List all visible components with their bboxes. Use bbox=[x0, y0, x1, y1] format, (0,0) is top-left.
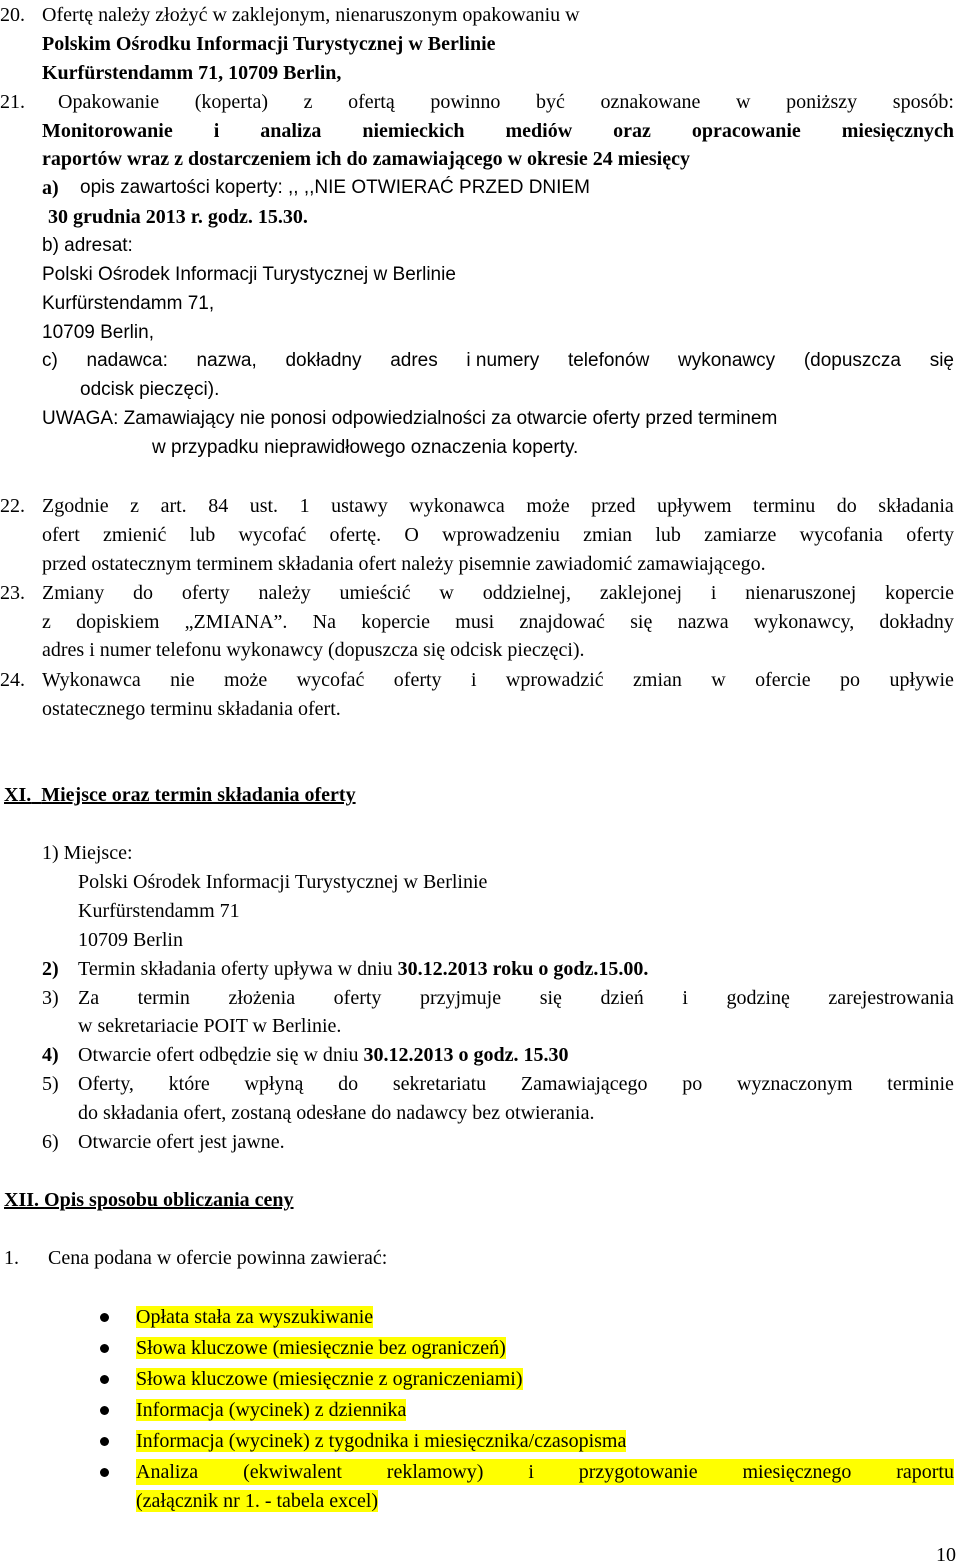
word: oferty bbox=[393, 669, 442, 691]
word: zmian bbox=[583, 524, 633, 546]
word: kopercie bbox=[361, 611, 431, 633]
section-11-p2-date: 30.12.2013 roku o godz.15.00. bbox=[397, 958, 649, 980]
bullet-item-5: Informacja (wycinek) z tygodnika i miesięcznika/czasopisma bbox=[136, 1430, 627, 1452]
word: c) bbox=[42, 350, 58, 371]
item-23-number: 23. bbox=[0, 582, 25, 604]
item-23-line3: adres i numer telefonu wykonawcy (dopuszcza się odcisk pieczęci). bbox=[42, 639, 585, 661]
section-11-p5-number: 5) bbox=[42, 1073, 59, 1095]
bullet-icon bbox=[100, 1406, 109, 1415]
word: które bbox=[168, 1073, 210, 1095]
word: powinno bbox=[430, 91, 501, 113]
section-12-p1-text: Cena podana w ofercie powinna zawierać: bbox=[48, 1247, 388, 1269]
word: Oferty, bbox=[78, 1073, 134, 1095]
word: może bbox=[223, 669, 268, 691]
word: w bbox=[711, 669, 726, 691]
word: i bbox=[213, 120, 220, 142]
section-11-p2 bbox=[78, 956, 648, 982]
word: (koperta) bbox=[194, 91, 268, 113]
word: i numery bbox=[466, 350, 540, 371]
word: zarejestrowania bbox=[828, 987, 954, 1009]
word: Zamawiającego bbox=[520, 1073, 648, 1095]
word: przygotowanie bbox=[578, 1461, 698, 1483]
section-11-p6-text: Otwarcie ofert jest jawne. bbox=[78, 1131, 285, 1153]
word: oznakowane bbox=[600, 91, 701, 113]
word: miesięcznych bbox=[841, 120, 954, 142]
word: i bbox=[528, 1461, 534, 1483]
section-11-p5-line2: do składania ofert, zostaną odesłane do nadawcy bez otwierania. bbox=[78, 1102, 595, 1124]
word: art. bbox=[160, 495, 187, 517]
word: dzień bbox=[600, 987, 644, 1009]
section-11-heading bbox=[4, 782, 356, 808]
word: w bbox=[439, 582, 454, 604]
bullet-item-1: Opłata stała za wyszukiwanie bbox=[136, 1306, 374, 1328]
word: nazwa, bbox=[196, 350, 257, 371]
word: się bbox=[929, 350, 954, 371]
word: upływie bbox=[889, 669, 954, 691]
section-11-p4-date: 30.12.2013 o godz. 15.30 bbox=[363, 1044, 569, 1066]
word: do bbox=[338, 1073, 359, 1095]
word: ofertę. bbox=[329, 524, 382, 546]
bullet-icon bbox=[100, 1468, 109, 1477]
section-11-p4-number: 4) bbox=[42, 1044, 59, 1066]
item-21-line2 bbox=[42, 118, 954, 144]
section-11-p2-text: Termin składania oferty upływa w dniu bbox=[78, 958, 393, 980]
word: z bbox=[130, 495, 140, 517]
word: dokładny bbox=[285, 350, 362, 371]
word: zmian bbox=[633, 669, 682, 691]
word: raportu bbox=[896, 1461, 954, 1483]
word: wpłyną bbox=[244, 1073, 304, 1095]
item-24-line2: ostatecznego terminu składania ofert. bbox=[42, 698, 341, 720]
word: terminu bbox=[753, 495, 816, 517]
word: miesięcznego bbox=[742, 1461, 852, 1483]
word: oraz bbox=[613, 120, 651, 142]
section-11-p1-line2: Kurfürstendamm 71 bbox=[78, 900, 240, 922]
item-22-number: 22. bbox=[0, 495, 25, 517]
word: złożenia bbox=[228, 987, 296, 1009]
word: Na bbox=[312, 611, 336, 633]
bullet-item-3: Słowa kluczowe (miesięcznie z ograniczeniami) bbox=[136, 1368, 523, 1390]
word: 1 bbox=[299, 495, 310, 517]
item-22-line3: przed ostatecznym terminem składania ofert należy pisemnie zawiadomić zamawiającego. bbox=[42, 553, 766, 575]
bullet-item-4: Informacja (wycinek) z dziennika bbox=[136, 1399, 407, 1421]
bullet-icon bbox=[100, 1313, 109, 1322]
word: być bbox=[535, 91, 565, 113]
word: i bbox=[682, 987, 688, 1009]
word: w bbox=[736, 91, 751, 113]
word: niemieckich bbox=[362, 120, 465, 142]
item-20-line1: Ofertę należy złożyć w zaklejonym, nienaruszonym opakowaniu w bbox=[42, 4, 580, 26]
item-21-b-label: b) adresat: bbox=[42, 235, 133, 256]
word: Analiza bbox=[136, 1461, 199, 1483]
item-23-line2 bbox=[42, 609, 954, 635]
word: ust. bbox=[249, 495, 279, 517]
section-11-p6-number: 6) bbox=[42, 1131, 59, 1153]
word: i bbox=[470, 669, 477, 691]
word: znajdować bbox=[519, 611, 605, 633]
word: 84 bbox=[208, 495, 229, 517]
word: wyznaczonym bbox=[737, 1073, 853, 1095]
section-11-p3-number: 3) bbox=[42, 987, 59, 1009]
word: Zmiany bbox=[42, 582, 105, 604]
item-21-c-line2: odcisk pieczęci). bbox=[80, 379, 220, 400]
word: opracowanie bbox=[691, 120, 801, 142]
section-11-title: Miejsce oraz termin składania oferty bbox=[41, 784, 356, 806]
word: dokładny bbox=[879, 611, 954, 633]
item-22-line2 bbox=[42, 522, 954, 548]
word: oferty bbox=[333, 987, 382, 1009]
section-11-p2-number: 2) bbox=[42, 958, 59, 980]
item-21-number: 21. bbox=[0, 91, 25, 113]
item-21-line3: raportów wraz z dostarczeniem ich do zamawiającego w okresie 24 miesięcy bbox=[42, 148, 690, 170]
item-21-a-label: a) bbox=[42, 177, 59, 199]
word: przyjmuje bbox=[420, 987, 502, 1009]
word: może bbox=[526, 495, 570, 517]
word: zmienić bbox=[103, 524, 167, 546]
word: Zgodnie bbox=[42, 495, 109, 517]
word: się bbox=[539, 987, 562, 1009]
section-11-p1-line1: Polski Ośrodek Informacji Turystycznej w Berlinie bbox=[78, 871, 488, 893]
section-11-p3-line1 bbox=[78, 985, 954, 1011]
word: nie bbox=[170, 669, 195, 691]
bullet-item-6-line2: (załącznik nr 1. - tabela excel) bbox=[136, 1490, 379, 1512]
item-21-b-line3: 10709 Berlin, bbox=[42, 322, 154, 343]
item-20-line3: Kurfürstendamm 71, 10709 Berlin, bbox=[42, 62, 342, 84]
word: nadawca: bbox=[86, 350, 168, 371]
word: się bbox=[630, 611, 653, 633]
bullet-icon bbox=[100, 1437, 109, 1446]
word: z bbox=[42, 611, 51, 633]
word: mediów bbox=[505, 120, 573, 142]
word: i bbox=[710, 582, 717, 604]
word: terminie bbox=[887, 1073, 954, 1095]
item-23-line1 bbox=[42, 580, 954, 606]
item-21-b-line1: Polski Ośrodek Informacji Turystycznej w Berlinie bbox=[42, 264, 456, 285]
item-21-uwaga-line2: w przypadku nieprawidłowego oznaczenia koperty. bbox=[152, 437, 579, 458]
word: wykonawcy, bbox=[753, 611, 855, 633]
page-number: 10 bbox=[936, 1544, 956, 1566]
item-24-number: 24. bbox=[0, 669, 25, 691]
item-21-a-text: opis zawartości koperty: ,, ,,NIE OTWIERAĆ PRZED DNIEM bbox=[80, 177, 590, 198]
word: sposób: bbox=[892, 91, 954, 113]
word: nienaruszonej bbox=[745, 582, 857, 604]
word: po bbox=[840, 669, 861, 691]
word: składania bbox=[878, 495, 954, 517]
word: wprowadzeniu bbox=[442, 524, 560, 546]
word: wycofać bbox=[296, 669, 365, 691]
word: do bbox=[836, 495, 857, 517]
word: telefonów bbox=[567, 350, 650, 371]
section-11-number: XI. bbox=[4, 784, 32, 806]
bullet-item-2: Słowa kluczowe (miesięcznie bez ograniczeń) bbox=[136, 1337, 506, 1359]
bullet-icon bbox=[100, 1344, 109, 1353]
word: przed bbox=[591, 495, 636, 517]
item-21-uwaga-line1: UWAGA: Zamawiający nie ponosi odpowiedzialności za otwarcie oferty przed terminem bbox=[42, 408, 778, 429]
word: upływem bbox=[657, 495, 732, 517]
word: dopiskiem bbox=[76, 611, 160, 633]
word: ofert bbox=[42, 524, 80, 546]
bullet-icon bbox=[100, 1375, 109, 1384]
word: po bbox=[682, 1073, 703, 1095]
word: musi bbox=[455, 611, 495, 633]
word: termin bbox=[137, 987, 190, 1009]
word: wykonawca bbox=[409, 495, 505, 517]
word: oferty bbox=[906, 524, 954, 546]
bullet-item-6-line1 bbox=[136, 1459, 954, 1485]
word: wycofać bbox=[238, 524, 307, 546]
word: godzinę bbox=[726, 987, 790, 1009]
word: Monitorowanie bbox=[42, 120, 173, 142]
word: reklamowy) bbox=[386, 1461, 484, 1483]
section-11-p3-line2: w sekretariacie POIT w Berlinie. bbox=[78, 1015, 342, 1037]
item-22-line1 bbox=[42, 493, 954, 519]
word: należy bbox=[258, 582, 311, 604]
word: oddzielnej, bbox=[482, 582, 571, 604]
section-11-p4-text: Otwarcie ofert odbędzie się w dniu bbox=[78, 1044, 359, 1066]
item-21-line1 bbox=[58, 89, 954, 115]
section-11-p5-line1 bbox=[78, 1071, 954, 1097]
section-12-p1-number: 1. bbox=[4, 1247, 19, 1269]
word: ustawy bbox=[331, 495, 388, 517]
word: sekretariatu bbox=[392, 1073, 487, 1095]
word: Za bbox=[78, 987, 100, 1009]
word: ofertą bbox=[348, 91, 395, 113]
word: nazwa bbox=[677, 611, 729, 633]
section-11-p4 bbox=[78, 1042, 568, 1068]
section-12-title: Opis sposobu obliczania ceny bbox=[44, 1189, 294, 1211]
word: wycofania bbox=[799, 524, 883, 546]
word: kopercie bbox=[885, 582, 954, 604]
word: poniższy bbox=[786, 91, 858, 113]
word: oferty bbox=[181, 582, 230, 604]
word: (dopuszcza bbox=[803, 350, 901, 371]
word: z bbox=[303, 91, 313, 113]
word: wprowadzić bbox=[505, 669, 604, 691]
word: umieścić bbox=[339, 582, 411, 604]
word: Wykonawca bbox=[42, 669, 141, 691]
word: lub bbox=[655, 524, 681, 546]
item-20-number: 20. bbox=[0, 4, 25, 26]
section-11-p1-label: 1) Miejsce: bbox=[42, 842, 133, 864]
word: adres bbox=[390, 350, 438, 371]
word: lub bbox=[189, 524, 216, 546]
word: ofercie bbox=[755, 669, 811, 691]
word: „ZMIANA”. bbox=[184, 611, 288, 633]
word: zaklejonej bbox=[599, 582, 683, 604]
section-12-heading bbox=[4, 1187, 294, 1213]
word: do bbox=[133, 582, 154, 604]
section-12-number: XII. bbox=[4, 1189, 40, 1211]
word: zamiarze bbox=[704, 524, 777, 546]
item-20-line2: Polskim Ośrodku Informacji Turystycznej w Berlinie bbox=[42, 33, 496, 55]
section-11-p1-line3: 10709 Berlin bbox=[78, 929, 183, 951]
word: wykonawcy bbox=[677, 350, 776, 371]
word: O bbox=[404, 524, 419, 546]
word: analiza bbox=[260, 120, 322, 142]
word: Opakowanie bbox=[58, 91, 160, 113]
item-24-line1 bbox=[42, 667, 954, 693]
item-21-c-line1 bbox=[42, 348, 954, 374]
item-21-b-line2: Kurfürstendamm 71, bbox=[42, 293, 215, 314]
item-21-a-date: 30 grudnia 2013 r. godz. 15.30. bbox=[48, 206, 308, 228]
word: (ekwiwalent bbox=[243, 1461, 342, 1483]
